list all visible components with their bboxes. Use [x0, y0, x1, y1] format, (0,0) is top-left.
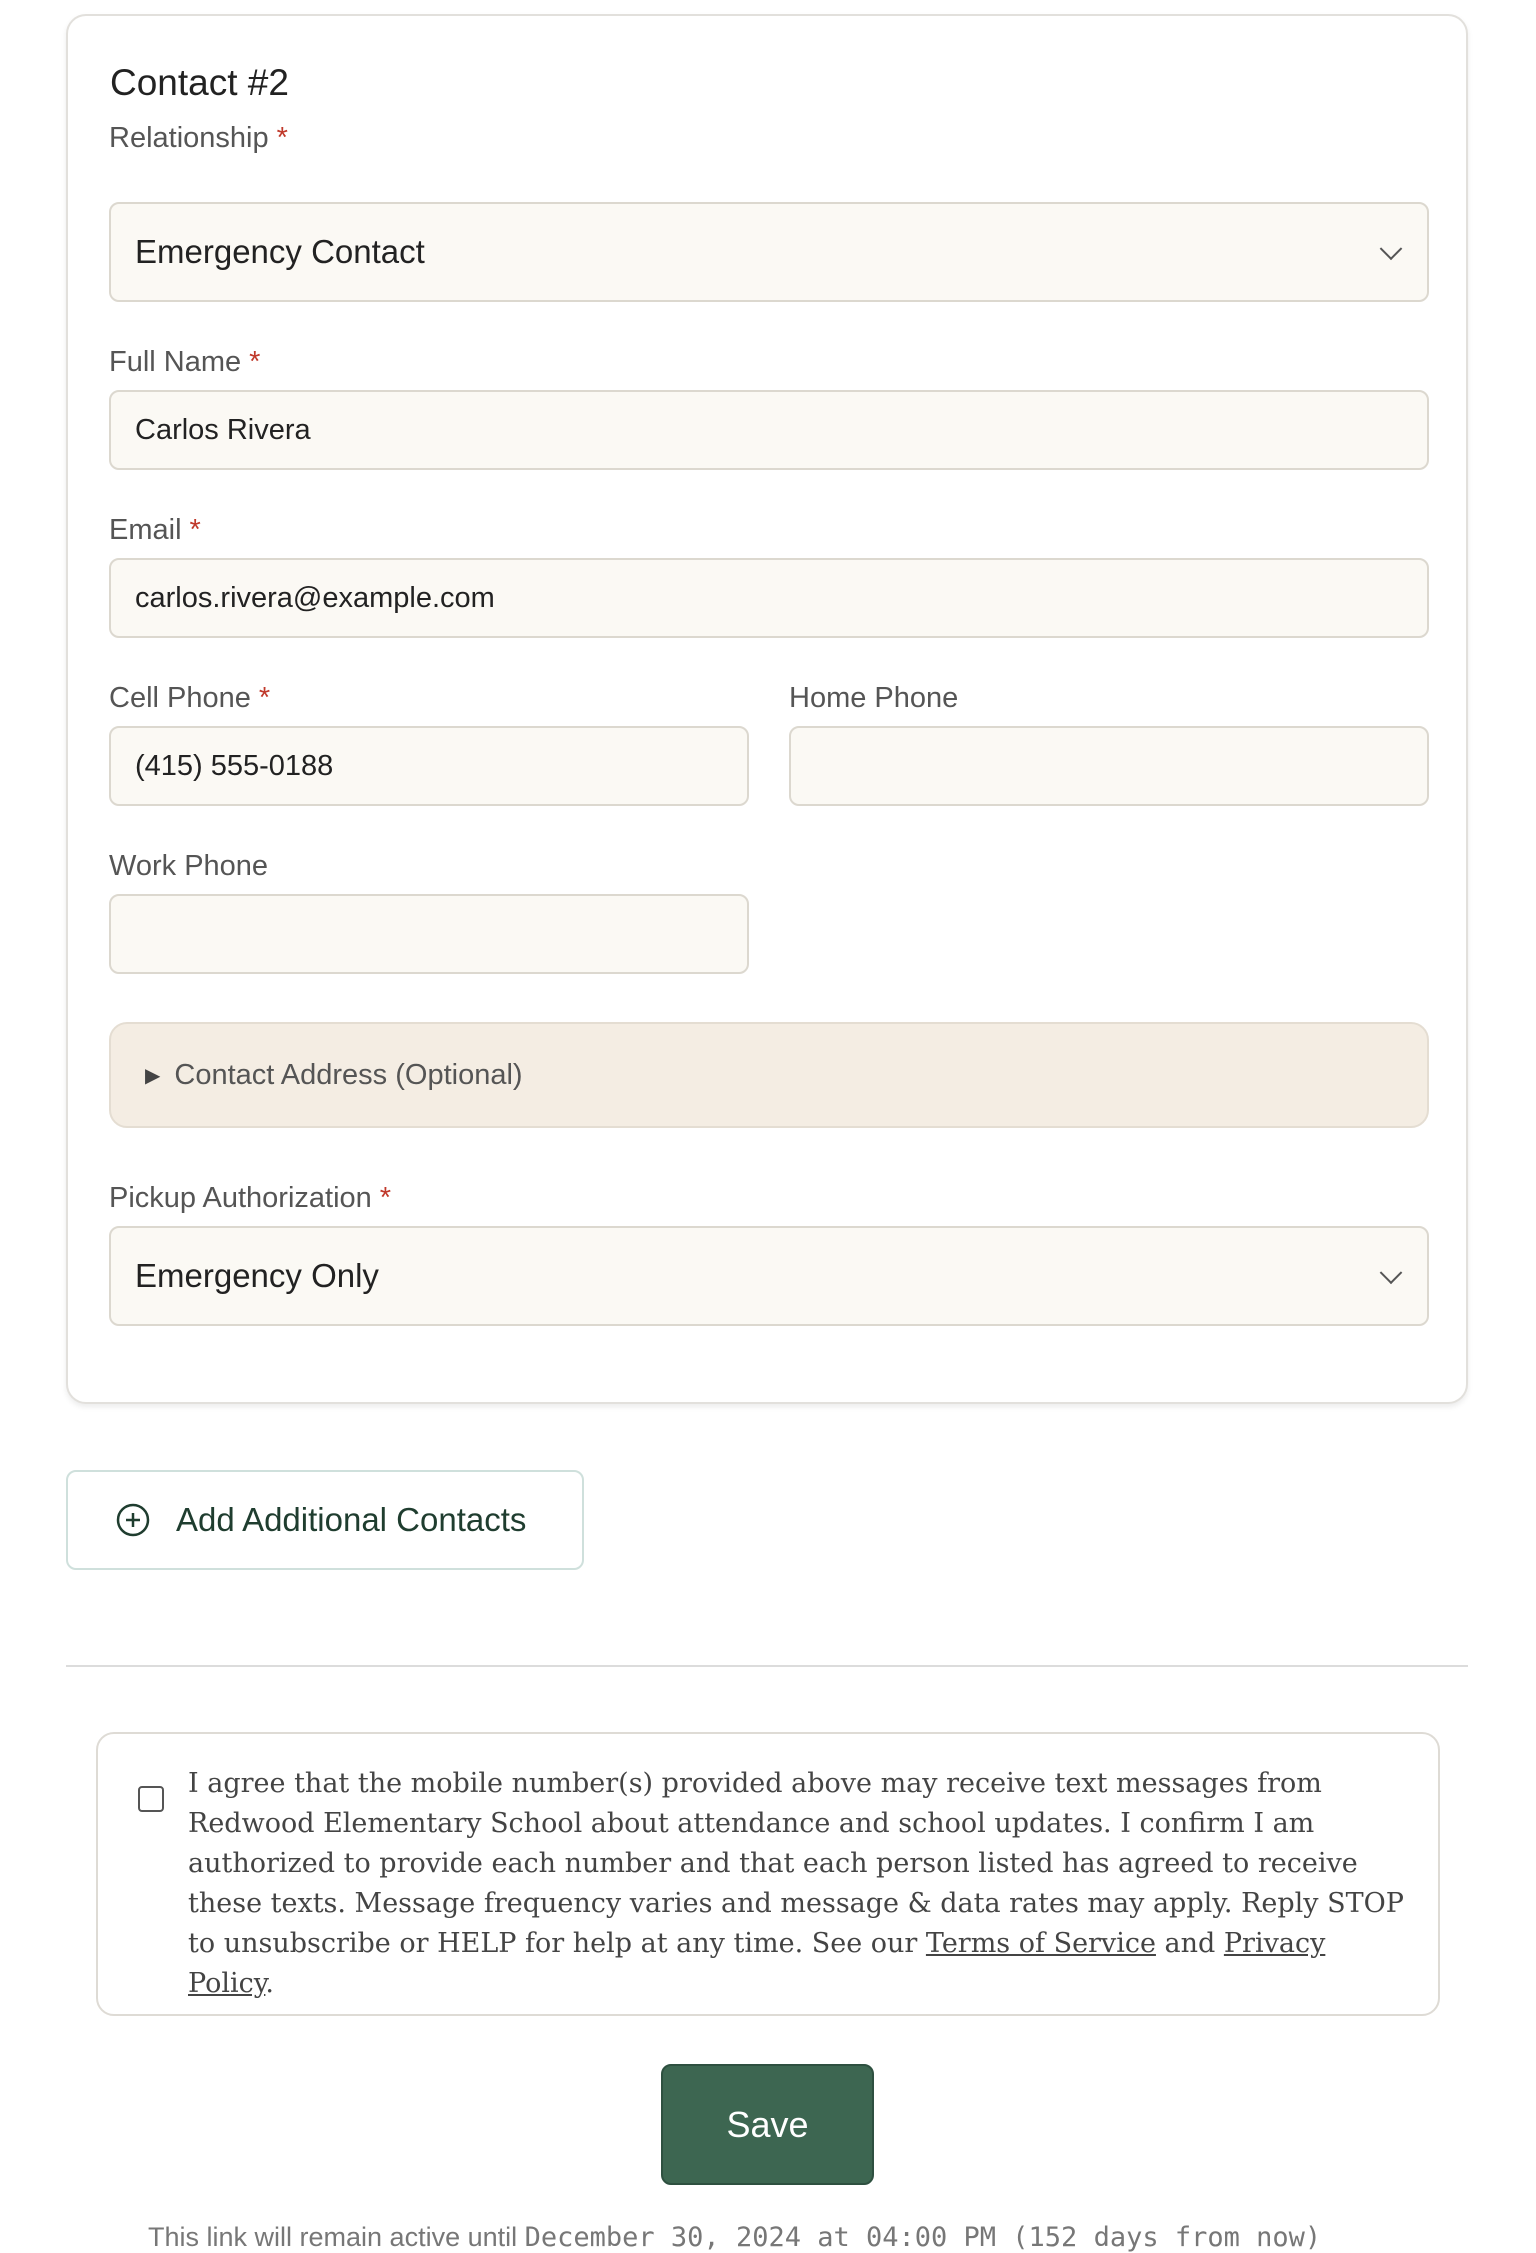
- pickup-label: Pickup Authorization *: [109, 1182, 392, 1214]
- home-phone-label: Home Phone: [789, 682, 959, 714]
- expiry-date: December 30, 2024 at 04:00 PM (152 days from now): [524, 2222, 1322, 2253]
- contact-address-label: Contact Address (Optional): [174, 1058, 523, 1091]
- required-marker: *: [258, 682, 271, 714]
- triangle-right-icon: ▶: [145, 1064, 161, 1087]
- sms-consent-text: I agree that the mobile number(s) provided above may receive text messages from Redwood Elementary School about attendance and school updates. I confirm I am authorized to provide each number and that each person listed has agreed to receive these texts. Message frequency varies and message & data rates may apply. Reply STOP to unsubscribe or HELP for help at any time. See our Terms of Service and Privacy Policy.: [188, 1768, 1404, 1999]
- pickup-select[interactable]: [109, 1226, 1429, 1326]
- full-name-label: Full Name *: [109, 346, 261, 378]
- full-name-input[interactable]: [109, 390, 1429, 470]
- email-input[interactable]: [109, 558, 1429, 638]
- relationship-select[interactable]: [109, 202, 1429, 302]
- email-value: carlos.rivera@example.com: [135, 581, 495, 614]
- sms-consent-box: [96, 1732, 1440, 2016]
- plus-circle-icon: [116, 1503, 150, 1537]
- required-marker: *: [379, 1182, 392, 1214]
- relationship-label: Relationship *: [109, 122, 288, 154]
- work-phone-label: Work Phone: [109, 850, 269, 882]
- full-name-value: Carlos Rivera: [135, 413, 311, 446]
- add-additional-contacts-button[interactable]: [66, 1470, 584, 1570]
- contact-card: [66, 14, 1468, 1404]
- work-phone-input[interactable]: [109, 894, 749, 974]
- save-button[interactable]: Save: [661, 2064, 874, 2185]
- home-phone-input[interactable]: [789, 726, 1429, 806]
- sms-consent-checkbox[interactable]: [138, 1786, 164, 1812]
- contact-title: Contact #2: [110, 62, 289, 103]
- privacy-policy-link[interactable]: Privacy Policy: [188, 1928, 1326, 1999]
- chevron-down-icon: [1380, 1261, 1403, 1284]
- contact-address-toggle[interactable]: [109, 1022, 1429, 1128]
- cell-phone-input[interactable]: [109, 726, 749, 806]
- cell-phone-value: (415) 555-0188: [135, 749, 334, 782]
- cell-phone-label: Cell Phone *: [109, 682, 271, 714]
- required-marker: *: [249, 346, 261, 378]
- terms-of-service-link[interactable]: Terms of Service: [925, 1928, 1156, 1959]
- add-contacts-label: Add Additional Contacts: [176, 1501, 527, 1538]
- required-marker: *: [189, 514, 201, 546]
- required-marker: *: [276, 122, 288, 154]
- link-expiry-note: This link will remain active until December 30, 2024 at 04:00 PM (152 days from now): [148, 2222, 1322, 2253]
- email-label: Email *: [109, 514, 201, 546]
- chevron-down-icon: [1380, 237, 1403, 260]
- relationship-value: Emergency Contact: [135, 233, 425, 270]
- pickup-value: Emergency Only: [135, 1257, 379, 1294]
- divider: [66, 1665, 1468, 1667]
